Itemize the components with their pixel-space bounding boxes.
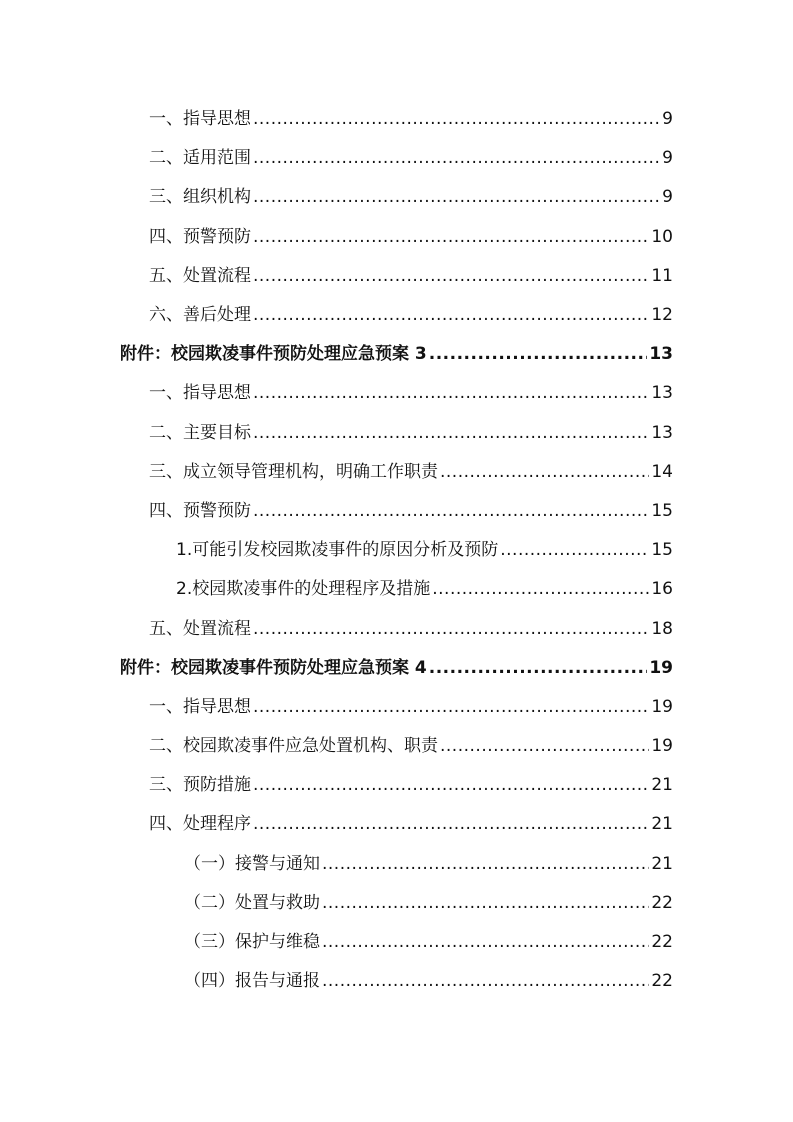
toc-dot-leader: [322, 932, 649, 952]
toc-dot-leader: [253, 266, 649, 286]
toc-entry[interactable]: [0, 646, 793, 685]
toc-entry-title: 一、指导思想: [149, 696, 251, 717]
toc-entry-title: 附件：校园欺凌事件预防处理应急预案 3: [120, 344, 427, 365]
toc-entry[interactable]: [0, 136, 793, 175]
toc-entry-page-number: 19: [651, 736, 673, 757]
toc-entry-title: 四、处理程序: [149, 814, 251, 835]
toc-entry-page-number: 9: [662, 148, 673, 169]
toc-entry-line[interactable]: [149, 182, 673, 207]
toc-entry-page-number: 19: [649, 657, 673, 678]
toc-entry-page-number: 22: [651, 932, 673, 953]
toc-dot-leader: [253, 227, 649, 247]
toc-entry-title: 三、成立领导管理机构，明确工作职责: [149, 461, 438, 482]
toc-entry-page-number: 9: [662, 187, 673, 208]
toc-dot-leader: [253, 814, 649, 834]
toc-entry-line[interactable]: [184, 849, 673, 874]
toc-entry[interactable]: [0, 175, 793, 214]
toc-dot-leader: [322, 893, 649, 913]
toc-entry[interactable]: [0, 371, 793, 410]
toc-dot-leader: [253, 697, 649, 717]
table-of-contents: [0, 97, 793, 998]
toc-entry-title: 二、主要目标: [149, 422, 251, 443]
toc-entry-line[interactable]: [120, 339, 673, 364]
toc-dot-leader: [440, 736, 649, 756]
toc-entry[interactable]: [0, 920, 793, 959]
toc-entry-page-number: 13: [651, 422, 673, 443]
toc-entry-title: 二、适用范围: [149, 148, 251, 169]
toc-entry[interactable]: [0, 802, 793, 841]
toc-entry[interactable]: [0, 567, 793, 606]
toc-entry-line[interactable]: [184, 966, 673, 991]
toc-entry[interactable]: [0, 293, 793, 332]
toc-entry-page-number: 9: [662, 109, 673, 130]
toc-entry-title: 二、校园欺凌事件应急处置机构、职责: [149, 736, 438, 757]
toc-entry-title: 一、指导思想: [149, 109, 251, 130]
toc-entry-page-number: 19: [651, 696, 673, 717]
toc-entry-title: （三）保护与维稳: [184, 932, 320, 953]
toc-entry-title: 四、预警预防: [149, 226, 251, 247]
toc-entry[interactable]: [0, 842, 793, 881]
toc-entry-title: 六、善后处理: [149, 305, 251, 326]
toc-dot-leader: [253, 305, 649, 325]
toc-entry-title: （二）处置与救助: [184, 892, 320, 913]
toc-entry-line[interactable]: [149, 614, 673, 639]
toc-entry[interactable]: [0, 489, 793, 528]
toc-entry-title: （一）接警与通知: [184, 853, 320, 874]
toc-entry-page-number: 14: [651, 461, 673, 482]
toc-entry-page-number: 15: [651, 500, 673, 521]
toc-entry-line[interactable]: [149, 261, 673, 286]
toc-entry-page-number: 12: [651, 305, 673, 326]
toc-entry[interactable]: [0, 254, 793, 293]
toc-entry-line[interactable]: [149, 809, 673, 834]
toc-entry-title: 1.可能引发校园欺凌事件的原因分析及预防: [176, 540, 499, 561]
toc-entry[interactable]: [0, 332, 793, 371]
toc-entry-line[interactable]: [149, 731, 673, 756]
toc-dot-leader: [253, 109, 660, 129]
toc-entry-line[interactable]: [184, 927, 673, 952]
toc-entry-page-number: 21: [651, 853, 673, 874]
toc-entry-line[interactable]: [149, 143, 673, 168]
toc-dot-leader: [253, 148, 660, 168]
toc-entry[interactable]: [0, 763, 793, 802]
toc-entry[interactable]: [0, 724, 793, 763]
toc-entry-page-number: 10: [651, 226, 673, 247]
toc-dot-leader: [432, 579, 649, 599]
toc-dot-leader: [253, 619, 649, 639]
toc-dot-leader: [253, 383, 649, 403]
toc-dot-leader: [253, 775, 649, 795]
toc-entry-title: 三、组织机构: [149, 187, 251, 208]
toc-entry-title: 一、指导思想: [149, 383, 251, 404]
toc-entry[interactable]: [0, 450, 793, 489]
toc-entry-line[interactable]: [149, 104, 673, 129]
toc-dot-leader: [253, 187, 660, 207]
toc-dot-leader: [253, 501, 649, 521]
toc-entry-title: 五、处置流程: [149, 265, 251, 286]
toc-entry-page-number: 13: [651, 383, 673, 404]
toc-entry-line[interactable]: [149, 300, 673, 325]
toc-entry-page-number: 16: [651, 579, 673, 600]
toc-dot-leader: [322, 854, 649, 874]
toc-entry[interactable]: [0, 215, 793, 254]
toc-entry-line[interactable]: [149, 418, 673, 443]
toc-entry-title: 附件：校园欺凌事件预防处理应急预案 4: [120, 657, 427, 678]
toc-entry-page-number: 22: [651, 971, 673, 992]
toc-dot-leader: [500, 540, 649, 560]
toc-entry-line[interactable]: [176, 574, 673, 599]
toc-entry[interactable]: [0, 881, 793, 920]
toc-entry[interactable]: [0, 97, 793, 136]
toc-entry-line[interactable]: [149, 457, 673, 482]
toc-entry-title: 三、预防措施: [149, 775, 251, 796]
toc-entry[interactable]: [0, 606, 793, 645]
toc-entry[interactable]: [0, 959, 793, 998]
toc-entry-title: 2.校园欺凌事件的处理程序及措施: [176, 579, 431, 600]
toc-entry-page-number: 15: [651, 540, 673, 561]
toc-entry-page-number: 22: [651, 892, 673, 913]
toc-entry-line[interactable]: [149, 692, 673, 717]
toc-dot-leader: [429, 658, 648, 678]
toc-entry-page-number: 21: [651, 814, 673, 835]
toc-entry[interactable]: [0, 528, 793, 567]
toc-dot-leader: [322, 971, 649, 991]
toc-entry-line[interactable]: [149, 770, 673, 795]
toc-entry[interactable]: [0, 411, 793, 450]
toc-entry-line[interactable]: [176, 535, 673, 560]
toc-entry-line[interactable]: [120, 653, 673, 678]
toc-entry-title: 五、处置流程: [149, 618, 251, 639]
toc-entry-page-number: 13: [649, 344, 673, 365]
toc-entry-line[interactable]: [149, 378, 673, 403]
toc-dot-leader: [440, 462, 649, 482]
toc-entry-page-number: 18: [651, 618, 673, 639]
toc-entry-title: （四）报告与通报: [184, 971, 320, 992]
toc-dot-leader: [253, 423, 649, 443]
toc-dot-leader: [429, 344, 648, 364]
toc-entry-line[interactable]: [184, 888, 673, 913]
toc-entry[interactable]: [0, 685, 793, 724]
toc-entry-line[interactable]: [149, 496, 673, 521]
toc-entry-title: 四、预警预防: [149, 500, 251, 521]
toc-entry-page-number: 21: [651, 775, 673, 796]
toc-entry-line[interactable]: [149, 222, 673, 247]
toc-entry-page-number: 11: [651, 265, 673, 286]
